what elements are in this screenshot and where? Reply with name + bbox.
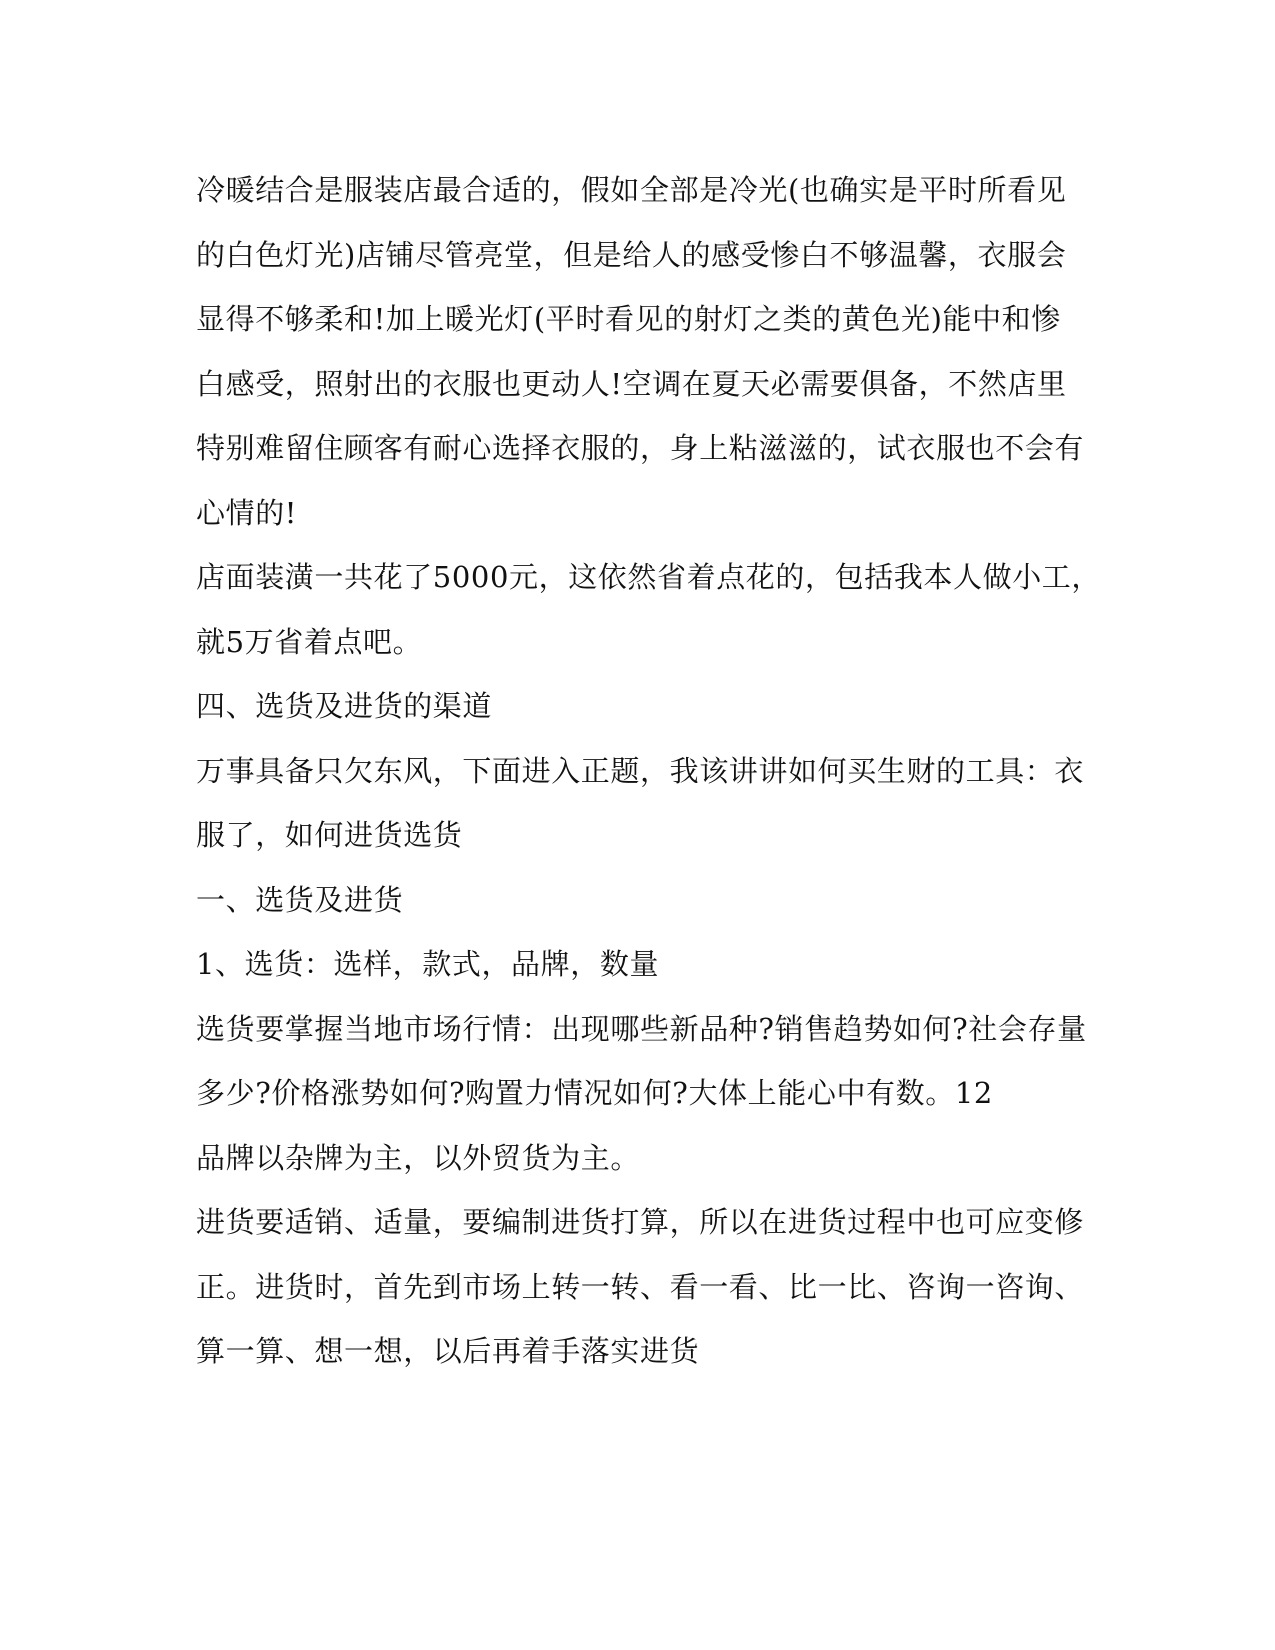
text-line: 服了，如何进货选货 — [196, 818, 463, 852]
text-line: 进货要适销、适量，要编制进货打算，所以在进货过程中也可应变修 — [196, 1205, 1085, 1239]
text-line: 就5万省着点吧。 — [196, 624, 423, 659]
text-line: 选货要掌握当地市场行情：出现哪些新品种?销售趋势如何?社会存量 — [196, 1011, 1087, 1046]
text-line: 正。进货时，首先到市场上转一转、看一看、比一比、咨询一咨询、 — [196, 1269, 1085, 1304]
text-line: 品牌以杂牌为主，以外贸货为主。 — [196, 1140, 641, 1175]
text-line: 显得不够柔和!加上暖光灯(平时看见的射灯之类的黄色光)能中和惨 — [196, 302, 1061, 336]
text-line: 白感受，照射出的衣服也更动人!空调在夏天必需要俱备，不然店里 — [196, 366, 1067, 401]
text-line: 万事具备只欠东风，下面进入正题，我该讲讲如何买生财的工具：衣 — [196, 753, 1085, 788]
text-line: 特别难留住顾客有耐心选择衣服的，身上粘滋滋的，试衣服也不会有 — [196, 431, 1085, 465]
section-heading: 一、选货及进货 — [196, 882, 404, 917]
text-line: 店面装潢一共花了5000元，这依然省着点花的，包括我本人做小工， — [196, 560, 1102, 594]
text-line: 算一算、想一想，以后再着手落实进货 — [196, 1334, 700, 1368]
text-line: 心情的! — [196, 495, 298, 530]
subsection-heading: 1、选货：选样，款式，品牌，数量 — [196, 947, 660, 981]
section-heading: 四、选货及进货的渠道 — [196, 689, 493, 723]
text-line: 的白色灯光)店铺尽管亮堂，但是给人的感受惨白不够温馨，衣服会 — [196, 237, 1067, 272]
document-body — [196, 158, 1102, 1384]
text-line: 多少?价格涨势如何?购置力情况如何?大体上能心中有数。12 — [196, 1076, 993, 1110]
text-line: 冷暖结合是服装店最合适的，假如全部是冷光(也确实是平时所看见 — [196, 173, 1067, 207]
